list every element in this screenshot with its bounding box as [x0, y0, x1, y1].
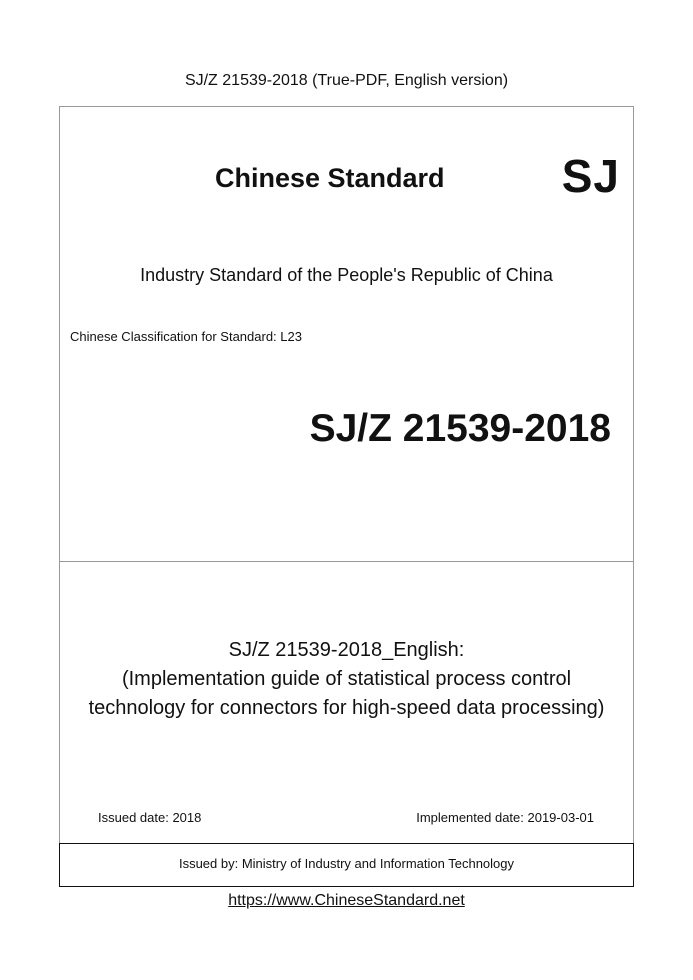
standard-number: SJ/Z 21539-2018 — [309, 407, 611, 450]
issuer-box — [59, 843, 634, 887]
implemented-date: Implemented date: 2019-03-01 — [416, 810, 594, 825]
issued-date: Issued date: 2018 — [98, 810, 202, 825]
title-line-1: SJ/Z 21539-2018_English: — [228, 639, 465, 661]
issued-by-label: Issued by: Ministry of Industry and Information Technology — [178, 856, 515, 871]
classification-label: Chinese Classification for Standard: L23 — [70, 329, 302, 344]
title-line-3: technology for connectors for high-speed data processing) — [88, 697, 605, 719]
footer — [0, 892, 693, 910]
website-link[interactable]: https://www.ChineseStandard.net — [228, 892, 465, 909]
industry-standard-line: Industry Standard of the People's Republic of China — [140, 265, 553, 285]
sj-logo-mark: SJ — [561, 150, 620, 202]
cover-title-panel — [59, 561, 634, 844]
cover-top-panel — [59, 106, 634, 561]
document-header: SJ/Z 21539-2018 (True-PDF, English version) — [184, 72, 509, 89]
document-title — [60, 636, 633, 723]
title-line-2: (Implementation guide of statistical process control — [121, 668, 572, 690]
brand-title: Chinese Standard — [215, 163, 445, 193]
